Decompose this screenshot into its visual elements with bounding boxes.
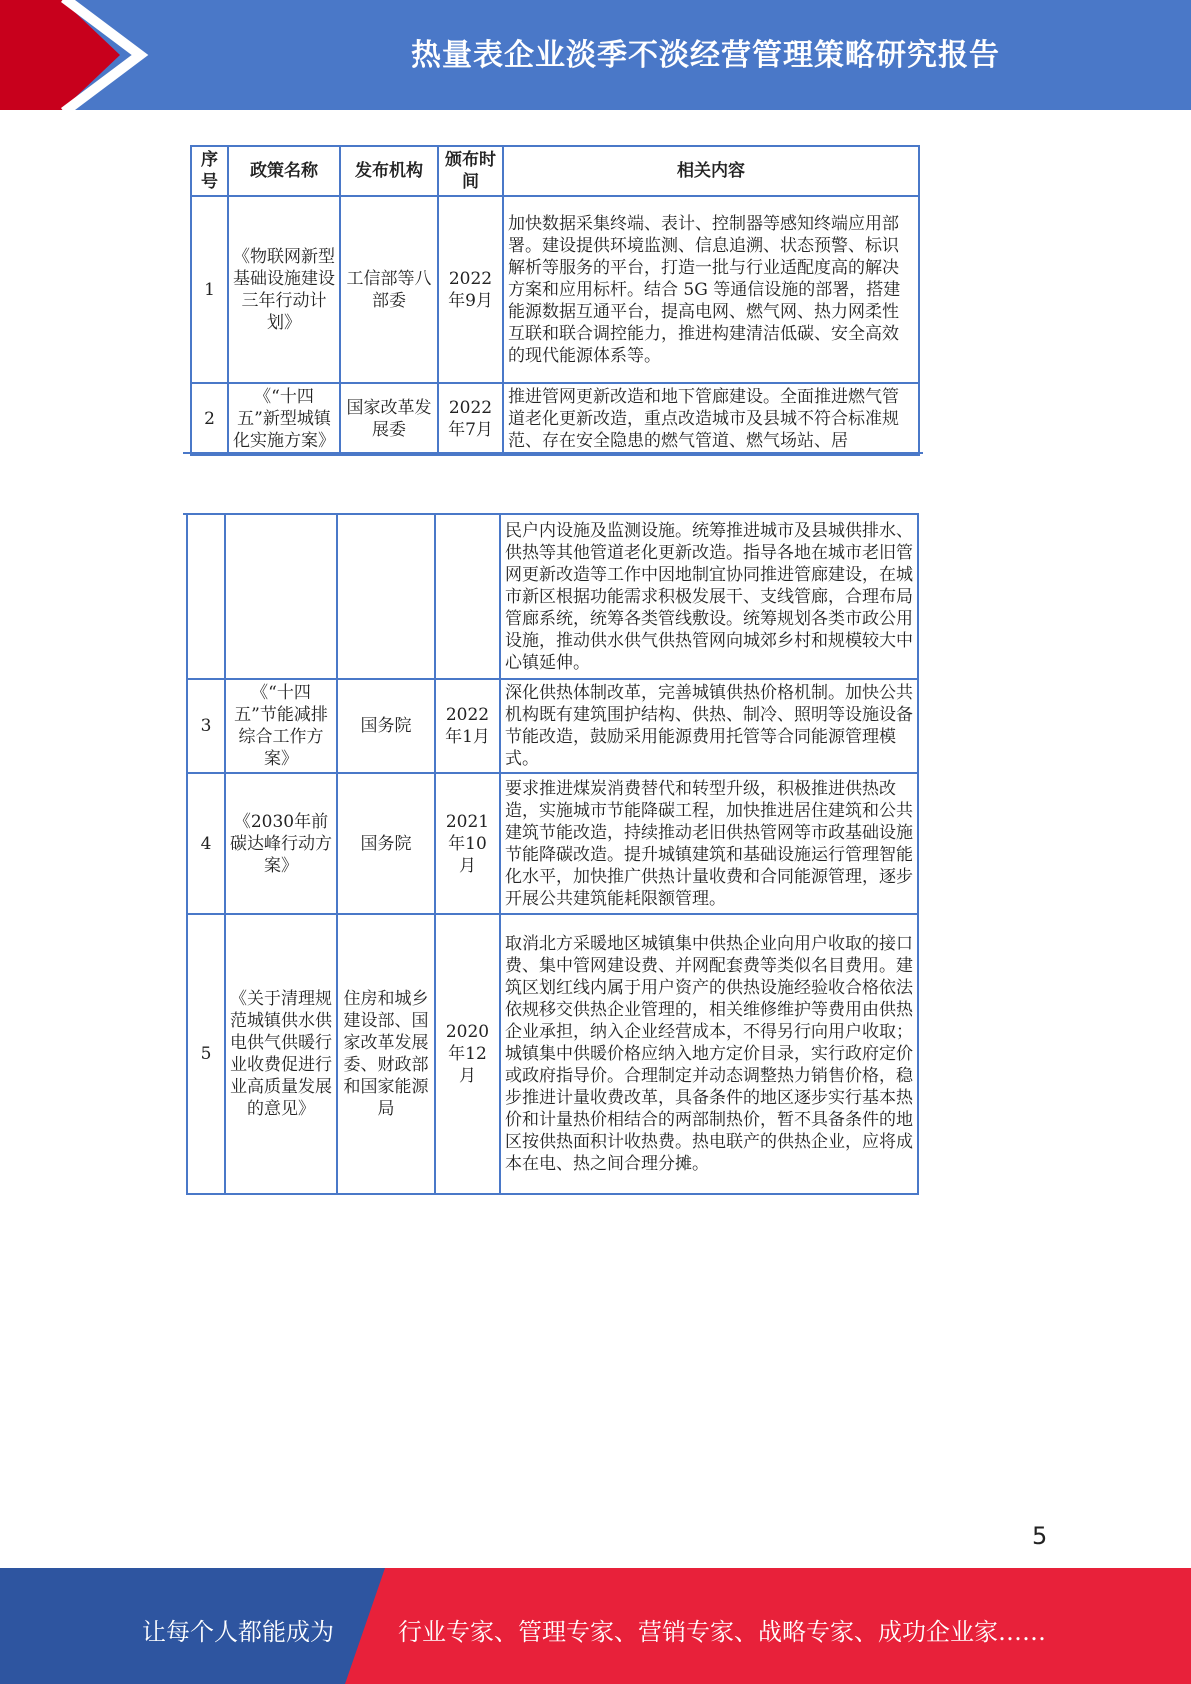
- table-row: [187, 773, 918, 914]
- policy-table-part-2: [186, 513, 919, 1195]
- row-content: 取消北方采暖地区城镇集中供热企业向用户收取的接口费、集中管网建设费、并网配套费等类似名目费用。建筑区划红线内属于用户资产的供热设施经验收合格依法依规移交供热企业管理的，相关维修维护等费用由供热企业承担，纳入企业经营成本，不得另行向用户收取；城镇集中供暖价格应纳入地方定价目录，实行政府定价或政府指导价。合理制定并动态调整热力销售价格，稳步推进计量收费改革，具备条件的地区逐步实行基本热价和计量热价相结合的两部制热价，暂不具备条件的地区按供热面积计收热费。热电联产的供热企业，应将成本在电、热之间合理分摊。: [500, 914, 918, 1194]
- row-org: 住房和城乡建设部、国家改革发展委、财政部和国家能源局: [337, 914, 435, 1194]
- row-date: 2021年10月: [435, 773, 500, 914]
- table-row: [191, 196, 919, 383]
- footer-slogan-right: 行业专家、管理专家、营销专家、战略专家、成功企业家……: [398, 1618, 1046, 1646]
- table-header-row: [191, 146, 919, 196]
- row-no-empty: [187, 514, 225, 679]
- header-banner: [0, 0, 1191, 110]
- row-org-empty: [337, 514, 435, 679]
- row-date: 2022年7月: [438, 383, 503, 455]
- row-date: 2022年9月: [438, 196, 503, 383]
- row-date-empty: [435, 514, 500, 679]
- row-content: 深化供热体制改革，完善城镇供热价格机制。加快公共机构既有建筑围护结构、供热、制冷、照明等设施设备节能改造，鼓励采用能源费用托管等合同能源管理模式。: [500, 679, 918, 773]
- row-no: 1: [191, 196, 228, 383]
- row-no: 4: [187, 773, 225, 914]
- row-content: 民户内设施及监测设施。统筹推进城市及县城供排水、供热等其他管道老化更新改造。指导各地在城市老旧管网更新改造等工作中因地制宜协同推进管廊建设，在城市新区根据功能需求积极发展干、支线管廊，合理布局管廊系统，统筹各类管线敷设。统筹规划各类市政公用设施，推动供水供气供热管网向城郊乡村和规模较大中心镇延伸。: [500, 514, 918, 679]
- footer-slogan-left: 让每个人都能成为: [142, 1618, 334, 1646]
- report-title: 热量表企业淡季不淡经营管理策略研究报告: [411, 38, 1000, 73]
- row-no: 2: [191, 383, 228, 455]
- row-org: 工信部等八部委: [340, 196, 438, 383]
- row-no: 5: [187, 914, 225, 1194]
- page-number: 5: [1032, 1522, 1048, 1550]
- table-row: [187, 679, 918, 773]
- row-content: 加快数据采集终端、表计、控制器等感知终端应用部署。建设提供环境监测、信息追溯、状态预警、标识解析等服务的平台，打造一批与行业适配度高的解决方案和应用标杆。结合 5G 等通信设施的部署，搭建能源数据互通平台，提高电网、燃气网、热力网柔性互联和联合调控能力，推进构建清洁低碳、安全高效的现代能源体系等。: [503, 196, 919, 383]
- row-date: 2022年1月: [435, 679, 500, 773]
- table-row: [191, 383, 919, 455]
- row-no: 3: [187, 679, 225, 773]
- footer-banner: [0, 1568, 1191, 1684]
- row-date: 2020年12月: [435, 914, 500, 1194]
- header-cell-name: 政策名称: [228, 146, 340, 196]
- row-policy-name-empty: [225, 514, 337, 679]
- row-org: 国家改革发展委: [340, 383, 438, 455]
- row-org: 国务院: [337, 773, 435, 914]
- row-policy-name: 《物联网新型基础设施建设三年行动计划》: [228, 196, 340, 383]
- row-policy-name: 《关于清理规范城镇供水供电供气供暖行业收费促进行业高质量发展的意见》: [225, 914, 337, 1194]
- row-policy-name: 《“十四五”节能减排综合工作方案》: [225, 679, 337, 773]
- row-content: 推进管网更新改造和地下管廊建设。全面推进燃气管道老化更新改造，重点改造城市及县城不符合标准规范、存在安全隐患的燃气管道、燃气场站、居: [503, 383, 919, 455]
- table-row: [187, 914, 918, 1194]
- header-cell-content: 相关内容: [503, 146, 919, 196]
- header-cell-org: 发布机构: [340, 146, 438, 196]
- row-content: 要求推进煤炭消费替代和转型升级，积极推进供热改造，实施城市节能降碳工程，加快推进居住建筑和公共建筑节能改造，持续推动老旧供热管网等市政基础设施节能降碳改造。提升城镇建筑和基础设施运行管理智能化水平，加快推广供热计量收费和合同能源管理，逐步开展公共建筑能耗限额管理。: [500, 773, 918, 914]
- table-row: [187, 514, 918, 679]
- header-cell-date: 颁布时间: [438, 146, 503, 196]
- chevron-arrow-icon: [0, 0, 160, 110]
- row-policy-name: 《2030年前碳达峰行动方案》: [225, 773, 337, 914]
- row-policy-name: 《“十四五”新型城镇化实施方案》: [228, 383, 340, 455]
- header-cell-no: 序号: [191, 146, 228, 196]
- table-divider: [183, 452, 923, 454]
- policy-table-part-1: [190, 145, 920, 456]
- row-org: 国务院: [337, 679, 435, 773]
